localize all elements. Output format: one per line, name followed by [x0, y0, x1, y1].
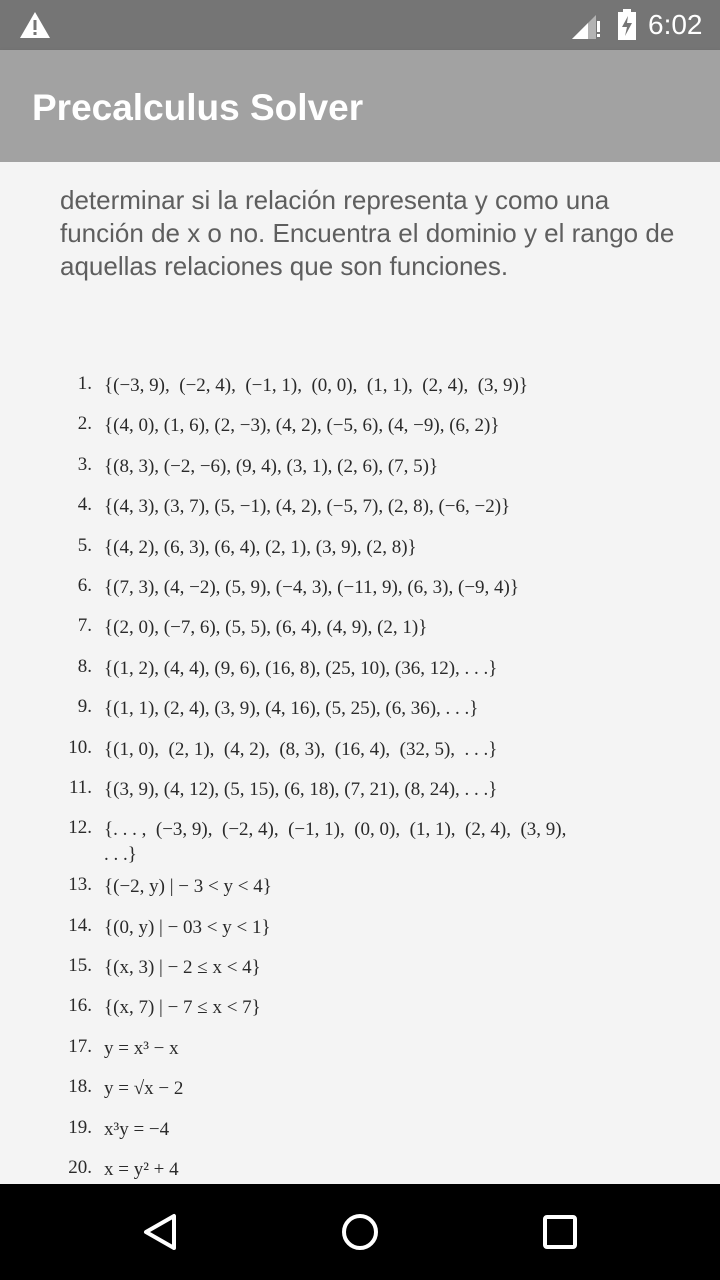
problem-expression: {(x, 7) | − 7 ≤ x < 7}: [104, 997, 261, 1019]
problem-expression: {(8, 3), (−2, −6), (9, 4), (3, 1), (2, 6), (7, 5)}: [104, 455, 439, 477]
problem-expression: y = x³ − x: [104, 1037, 179, 1059]
problem-expression: x = y² + 4: [104, 1159, 179, 1181]
problem-item: [60, 611, 680, 651]
problem-number: 8.: [77, 655, 92, 677]
problem-item: [60, 692, 680, 732]
problem-expression: {. . . , (−3, 9), (−2, 4), (−1, 1), (0, 0), (1, 1), (2, 4), (3, 9), . . .}: [104, 819, 567, 866]
problem-item: [60, 1072, 680, 1112]
problem-expression: {(4, 3), (3, 7), (5, −1), (4, 2), (−5, 7), (2, 8), (−6, −2)}: [104, 496, 511, 518]
battery-charging-icon: [617, 9, 637, 46]
problem-number: 15.: [68, 955, 92, 977]
problem-item: [60, 1113, 680, 1153]
problem-item: [60, 490, 680, 530]
problem-item: [60, 773, 680, 813]
navigation-bar: [0, 1184, 720, 1280]
problem-number: 18.: [68, 1076, 92, 1098]
problem-item: [60, 369, 680, 409]
intro-text: determinar si la relación representa y como una función de x o no. Encuentra el dominio y el rango de aquellas relaciones que son funciones.: [60, 185, 675, 281]
recent-apps-icon[interactable]: [540, 1212, 580, 1252]
problem-item: [60, 1153, 680, 1184]
problem-item: [60, 733, 680, 773]
problem-expression: {(1, 1), (2, 4), (3, 9), (4, 16), (5, 25), (6, 36), . . .}: [104, 698, 479, 720]
problem-number: 11.: [68, 776, 92, 798]
problem-expression: x³y = −4: [104, 1118, 170, 1140]
problem-number: 16.: [68, 995, 92, 1017]
problem-expression: {(1, 0), (2, 1), (4, 2), (8, 3), (16, 4), (32, 5), . . .}: [104, 738, 498, 760]
problem-item: [60, 813, 680, 870]
problem-expression: {(−3, 9), (−2, 4), (−1, 1), (0, 0), (1, 1), (2, 4), (3, 9)}: [104, 375, 528, 396]
back-icon[interactable]: [140, 1212, 180, 1252]
app-bar: [0, 50, 720, 162]
problem-expression: {(7, 3), (4, −2), (5, 9), (−4, 3), (−11, 9), (6, 3), (−9, 4)}: [104, 576, 519, 598]
problem-expression: y = √x − 2: [104, 1078, 184, 1100]
problem-expression: {(4, 0), (1, 6), (2, −3), (4, 2), (−5, 6), (4, −9), (6, 2)}: [104, 415, 500, 437]
problem-expression: {(2, 0), (−7, 6), (5, 5), (6, 4), (4, 9), (2, 1)}: [104, 617, 428, 639]
problem-number: 9.: [77, 696, 92, 718]
problem-expression: {(3, 9), (4, 12), (5, 15), (6, 18), (7, 21), (8, 24), . . .}: [104, 778, 498, 800]
problem-item: [60, 571, 680, 611]
home-icon[interactable]: [340, 1212, 380, 1252]
problem-number: 5.: [77, 534, 92, 556]
problem-item: [60, 991, 680, 1031]
problem-item: [60, 531, 680, 571]
status-bar: [0, 0, 720, 50]
problem-expression: {(4, 2), (6, 3), (6, 4), (2, 1), (3, 9), (2, 8)}: [104, 536, 417, 558]
problem-number: 13.: [68, 874, 92, 896]
signal-icon: [570, 11, 602, 46]
app-title: Precalculus Solver: [32, 87, 364, 128]
problem-item: [60, 951, 680, 991]
problem-item: [60, 409, 680, 449]
problem-number: 12.: [68, 817, 92, 839]
problem-item: [60, 870, 680, 910]
content-area[interactable]: [0, 162, 720, 1184]
problem-number: 3.: [77, 453, 92, 475]
problem-list: [60, 369, 680, 1184]
problem-number: 14.: [68, 914, 92, 936]
problem-item: [60, 450, 680, 490]
problem-item: [60, 911, 680, 951]
problem-number: 4.: [77, 494, 92, 516]
problem-expression: {(0, y) | − 03 < y < 1}: [104, 916, 271, 938]
status-time: 6:02: [648, 9, 703, 40]
problem-number: 6.: [77, 574, 92, 596]
problem-number: 20.: [68, 1157, 92, 1179]
problem-item: [60, 1032, 680, 1072]
warning-icon: [18, 10, 52, 45]
problem-number: 19.: [68, 1116, 92, 1138]
problem-expression: {(x, 3) | − 2 ≤ x < 4}: [104, 957, 261, 979]
problem-number: 2.: [77, 413, 92, 435]
problem-expression: {(−2, y) | − 3 < y < 4}: [104, 876, 272, 898]
problem-number: 17.: [68, 1035, 92, 1057]
problem-number: 7.: [77, 615, 92, 637]
problem-expression: {(1, 2), (4, 4), (9, 6), (16, 8), (25, 10), (36, 12), . . .}: [104, 657, 498, 679]
problem-number: 10.: [68, 736, 92, 758]
problem-number: 1.: [77, 373, 92, 394]
problem-item: [60, 652, 680, 692]
